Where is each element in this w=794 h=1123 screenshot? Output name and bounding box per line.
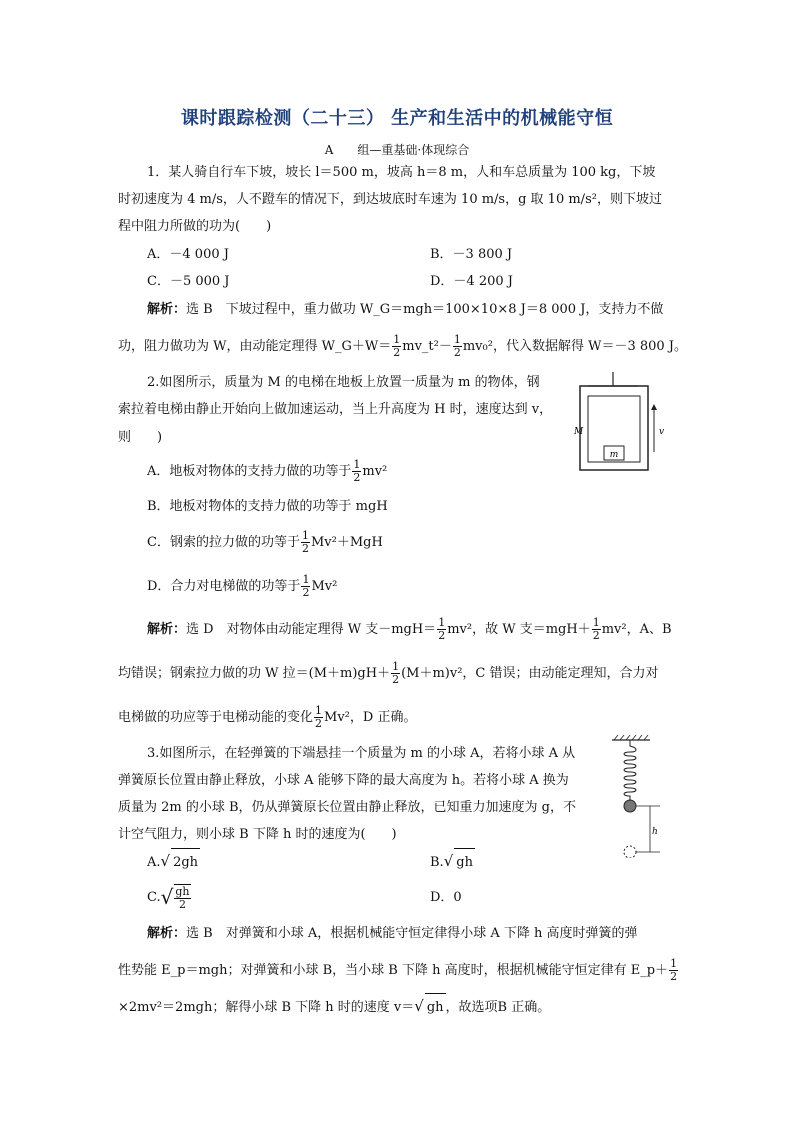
fraction-half: $\frac{1}{2}$ <box>302 573 310 599</box>
sqrt-fraction: $\frac{gh}{2}$ <box>175 885 190 911</box>
q2-solution-line-1: 解析：选 D 对物体由动能定理得 W 支－mgH＝ $\frac{1}{2}$ mv²，故 W 支＝mgH＋ $\frac{1}{2}$ mv²，A、B <box>147 616 672 642</box>
solution-label: 解析： <box>147 926 187 941</box>
q1-line-1: 1．某人骑自行车下坡，坡长 l＝500 m，坡高 h＝8 m，人和车总质量为 100 kg，下坡 <box>147 165 656 180</box>
q1-option-d: D．－4 200 J <box>430 274 513 289</box>
q1-line-3: 程中阻力所做的功为( ) <box>118 219 272 234</box>
q3-solution-line-3: ×2mv²＝2mgh；解得小球 B 下降 h 时的速度 v＝√ gh ，故选项B 正确。 <box>118 993 550 1021</box>
q3-line-3: 质量为 2m 的小球 B，仍从弹簧原长位置由静止释放，已知重力加速度为 g，不 <box>118 800 577 815</box>
fraction-half: $\frac{1}{2}$ <box>670 957 678 983</box>
section-heading: A 组—重基础·体现综合 <box>324 143 470 157</box>
fraction-half: $\frac{1}{2}$ <box>592 616 600 642</box>
q1-option-a: A．－4 000 J <box>147 247 229 262</box>
fraction-half: $\frac{1}{2}$ <box>392 660 400 686</box>
q2-option-b: B．地板对物体的支持力做的功等于 mgH <box>147 499 388 514</box>
q1-solution-line-2: 功，阻力做功为 W，由动能定理得 W_G＋W＝ $\frac{1}{2}$ mv_t²－ $\frac{1}{2}$ mv₀²，代入数据解得 W＝－3 800 J。 <box>118 333 688 359</box>
q2-option-d: D．合力对电梯做的功等于 $\frac{1}{2}$ Mv² <box>147 573 338 599</box>
q2-option-a: A．地板对物体的支持力做的功等于 $\frac{1}{2}$ mv² <box>147 458 388 484</box>
ball-dashed <box>624 846 636 858</box>
fraction-half: $\frac{1}{2}$ <box>393 333 401 359</box>
solution-label: 解析： <box>147 622 187 637</box>
q2-solution-line-3: 电梯做的功应等于电梯动能的变化 $\frac{1}{2}$ Mv²，D 正确。 <box>118 704 417 730</box>
q2-solution-line-2: 均错误；钢索拉力做的功 W 拉＝(M＋m)gH＋ $\frac{1}{2}$ (M＋m)v²，C 错误；由动能定理知，合力对 <box>118 660 659 686</box>
elevator-diagram <box>568 372 680 472</box>
q2-line-3: 则 ) <box>118 430 163 445</box>
fraction-half: $\frac{1}{2}$ <box>353 458 361 484</box>
fraction-half: $\frac{1}{2}$ <box>301 529 309 555</box>
q3-solution-line-1: 解析：选 B 对弹簧和小球 A，根据机械能守恒定律得小球 A 下降 h 高度时弹簧的弹 <box>147 926 638 941</box>
label-h: h <box>652 827 658 837</box>
solution-label: 解析： <box>147 302 187 317</box>
spring-diagram <box>610 734 680 858</box>
q1-option-c: C．－5 000 J <box>147 274 230 289</box>
q3-line-4: 计空气阻力，则小球 B 下降 h 时的速度为( ) <box>118 827 397 842</box>
q2-line-1: 2.如图所示，质量为 M 的电梯在地板上放置一质量为 m 的物体，钢 <box>147 375 540 390</box>
ball-solid <box>624 800 636 812</box>
fraction-half: $\frac{1}{2}$ <box>315 704 323 730</box>
q3-option-c: C.√ $\frac{gh}{2}$ <box>147 885 190 911</box>
velocity-arrowhead <box>651 404 657 410</box>
spring-coil <box>624 740 636 800</box>
label-m: m <box>609 450 619 460</box>
q3-option-b: B.√ gh <box>430 848 475 876</box>
q3-option-d: D．0 <box>430 890 462 905</box>
page-title: 课时跟踪检测（二十三） 生产和生活中的机械能守恒 <box>180 108 614 129</box>
q2-line-2: 索拉着电梯由静止开始向上做加速运动，当上升高度为 H 时，速度达到 v， <box>118 402 553 417</box>
q2-option-c: C．钢索的拉力做的功等于 $\frac{1}{2}$ Mv²＋MgH <box>147 529 383 555</box>
fraction-half: $\frac{1}{2}$ <box>438 616 446 642</box>
ceiling-hatching <box>614 735 648 740</box>
fraction-half: $\frac{1}{2}$ <box>453 333 461 359</box>
q1-solution-line-1: 解析：选 B 下坡过程中，重力做功 W_G＝mgh＝100×10×8 J＝8 000 J，支持力不做 <box>147 302 664 317</box>
q3-line-2: 弹簧原长位置由静止释放，小球 A 能够下降的最大高度为 h。若将小球 A 换为 <box>118 773 569 788</box>
q3-line-1: 3.如图所示，在轻弹簧的下端悬挂一个质量为 m 的小球 A，若将小球 A 从 <box>147 746 576 761</box>
q1-option-b: B．－3 800 J <box>430 247 513 262</box>
q3-option-a: A.√ 2gh <box>147 848 200 876</box>
q3-solution-line-2: 性势能 E_p＝mgh；对弹簧和小球 B，当小球 B 下降 h 高度时，根据机械能守恒定律有 E_p＋ $\frac{1}{2}$ <box>118 957 678 983</box>
label-v: v <box>659 427 665 437</box>
q1-line-2: 时初速度为 4 m/s，人不蹬车的情况下，到达坡底时车速为 10 m/s，g 取 10 m/s²，则下坡过 <box>118 192 662 207</box>
label-M: M <box>574 427 584 437</box>
